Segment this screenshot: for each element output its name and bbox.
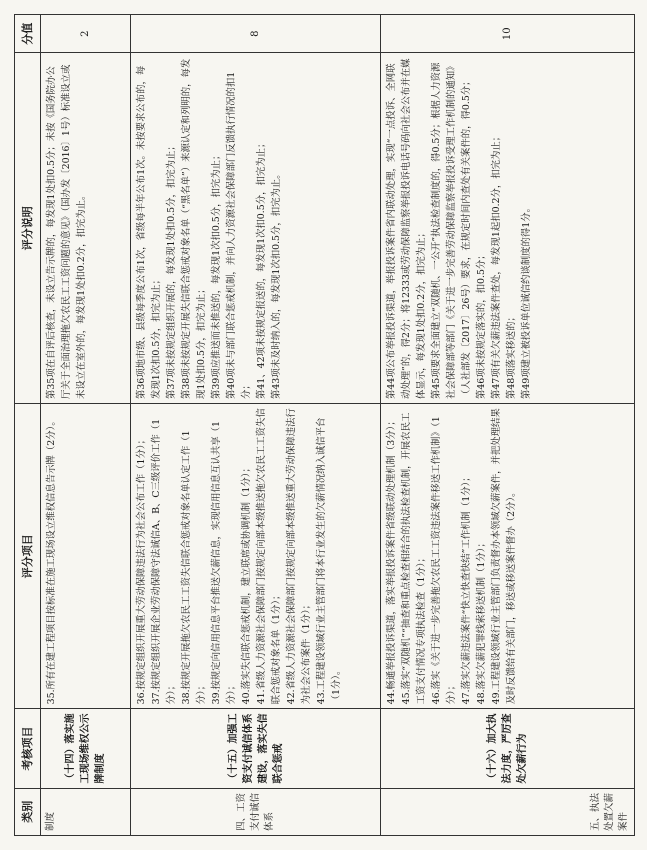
row-item: （十四）落实施工现场维权公示牌制度 bbox=[41, 709, 131, 788]
text-line: 36.按规定组织开展重大劳动保障违法行为社会公布工作（1分）； bbox=[136, 435, 147, 705]
text-line: 第45项要求全面建立“双随机、一公开”执法检查制度的，得0.5分；根据人力资源社会保障部等部门《关于进一步完善劳动保障监察举报投诉受理工作机制的通知》（人社部发〔2017〕26号）要求，在规定时间内查处有关案件的，得0.5分； bbox=[431, 61, 472, 400]
row-description bbox=[381, 53, 635, 404]
row-category: 四、工资支付诚信体系 bbox=[131, 788, 381, 835]
row-category: 五、执法处置欠薪案件 bbox=[381, 788, 635, 835]
text-line: 第48项落实移送的； bbox=[506, 312, 517, 400]
table-header-row bbox=[15, 15, 41, 836]
row-score: 2 bbox=[41, 15, 131, 53]
text-line: 47.落实欠薪违法案件“快立快查快结”工作机制（1分）； bbox=[461, 472, 472, 705]
text-line: 第44项公布举报投诉渠道，举报投诉案件省内联动处理，实现“一点投诉、全网联动处理”的，得2分；将12333或劳动保障监察举报投诉电话号码向社会公布并在媒体显示，每发现1处扣0.2分，扣完为止； bbox=[386, 58, 427, 400]
row-category: 制度 bbox=[41, 788, 131, 835]
text-line: 44.畅通举报投诉渠道，落实举报投诉案件省级联动处理机制（3分）； bbox=[386, 416, 397, 705]
row-description bbox=[131, 53, 381, 404]
text-line: 第36项地市级、县级每季度公布1次，省级每半年公布1次。未按要求公布的，每发现1次扣0.5分，扣完为止； bbox=[136, 65, 162, 400]
table-row bbox=[41, 15, 131, 836]
table-row bbox=[381, 15, 635, 836]
text-line: 第39项应推送而未推送的，每发现1次扣0.5分，扣完为止； bbox=[211, 150, 222, 400]
text-line: 38.按规定开展拖欠农民工工资失信联合惩戒对象名单认定工作（1分）； bbox=[181, 430, 207, 705]
row-item: （十六）加大执法力度，严厉查处欠薪行为 bbox=[381, 709, 635, 788]
text-line: 46.落实《关于进一步完善拖欠农民工工资违法案件移送工作机制》（1分）； bbox=[431, 416, 457, 705]
text-line: 48.落实欠薪犯罪线索移送机制（1分）； bbox=[476, 538, 487, 705]
row-project bbox=[131, 404, 381, 709]
row-item: （十五）加强工资支付诚信体系建设，落实失信联合惩戒 bbox=[131, 709, 381, 788]
header-score: 分值 bbox=[15, 15, 41, 53]
text-line: 42.省级人力资源社会保障部门按规定向部本级推送重大劳动保障违法行为社会公布案件（1分）； bbox=[286, 408, 312, 705]
text-line: 第35项在自评后核查，未设立告示牌的，每发现1处扣0.5分；未按《国务院办公厅关于全面治理拖欠农民工工资问题的意见》（国办发〔2016〕1号）标准设立或未设立在室外的，每发现1处扣0.2分，扣完为止。 bbox=[46, 64, 87, 400]
header-item: 考核项目 bbox=[15, 709, 41, 788]
header-category: 类别 bbox=[15, 788, 41, 835]
scoring-table bbox=[14, 14, 635, 836]
text-line: 49.工程建设领域行业主管部门负责督办本领域欠薪案件，并把处理结果及时反馈给有关部门，移送或移送案件督办（2分）。 bbox=[491, 408, 517, 705]
header-description: 评分说明 bbox=[15, 53, 41, 404]
text-line: 45.落实“双随机”“抽查和重点检查相结合的执法检查机制，开展农民工工资支付情况专项执法检查（1分）； bbox=[401, 412, 427, 705]
text-line: 第38项未按规定开展失信联合惩戒对象名单（“黑名单”）来源认定和列明的，每发现1处扣0.5分，扣完为止； bbox=[181, 58, 207, 400]
table-row bbox=[131, 15, 381, 836]
row-score: 10 bbox=[381, 15, 635, 53]
header-project: 评分项目 bbox=[15, 404, 41, 709]
text-line: 39.按规定向信用信息平台推送欠薪信息，实现信用信息互认共享（1分）； bbox=[211, 420, 237, 705]
text-line: 35.所有在建工程项目按标准在施工现场设立维权信息告示牌（2分）。 bbox=[46, 416, 57, 705]
text-line: 37.按规定组织开展企业劳动保障守法诚信A、B、C三级评价工作（1分）； bbox=[151, 418, 177, 705]
text-line: 第41、42项未按规定报送的，每发现1次扣0.5分，扣完为止； bbox=[256, 138, 267, 400]
text-line: 第47项有关欠薪违法案件查处，每发现1起扣0.2分，扣完为止； bbox=[491, 131, 502, 400]
text-line: 41.省级人力资源社会保障部门按规定向部本级推送拖欠农民工工资失信联合惩戒对象名单（1分）； bbox=[256, 408, 282, 705]
row-project bbox=[41, 404, 131, 709]
row-score: 8 bbox=[131, 15, 381, 53]
text-line: 第46项未按规定落实的，扣0.5分； bbox=[476, 250, 487, 400]
row-project bbox=[381, 404, 635, 709]
text-line: 第40项未与部门联合惩戒机制，并向人力资源社会保障部门反馈执行情况的扣1分； bbox=[226, 71, 252, 400]
text-line: 第49项建立被投诉单位诚信约谈制度的得1分。 bbox=[521, 203, 532, 400]
text-line: 第43项未及时纳入的，每发现1次扣0.5分，扣完为止。 bbox=[271, 169, 282, 400]
row-description bbox=[41, 53, 131, 404]
text-line: 43.工程建设领域行业主管部门将本行业发生的欠薪情况纳入诚信平台（1分）。 bbox=[316, 417, 342, 705]
text-line: 40.落实失信联合惩戒机制，建立联席或协调机制（1分）； bbox=[241, 463, 252, 705]
text-line: 第37项未按规定组织开展的，每发现1处扣0.5分，扣完为止； bbox=[166, 141, 177, 400]
